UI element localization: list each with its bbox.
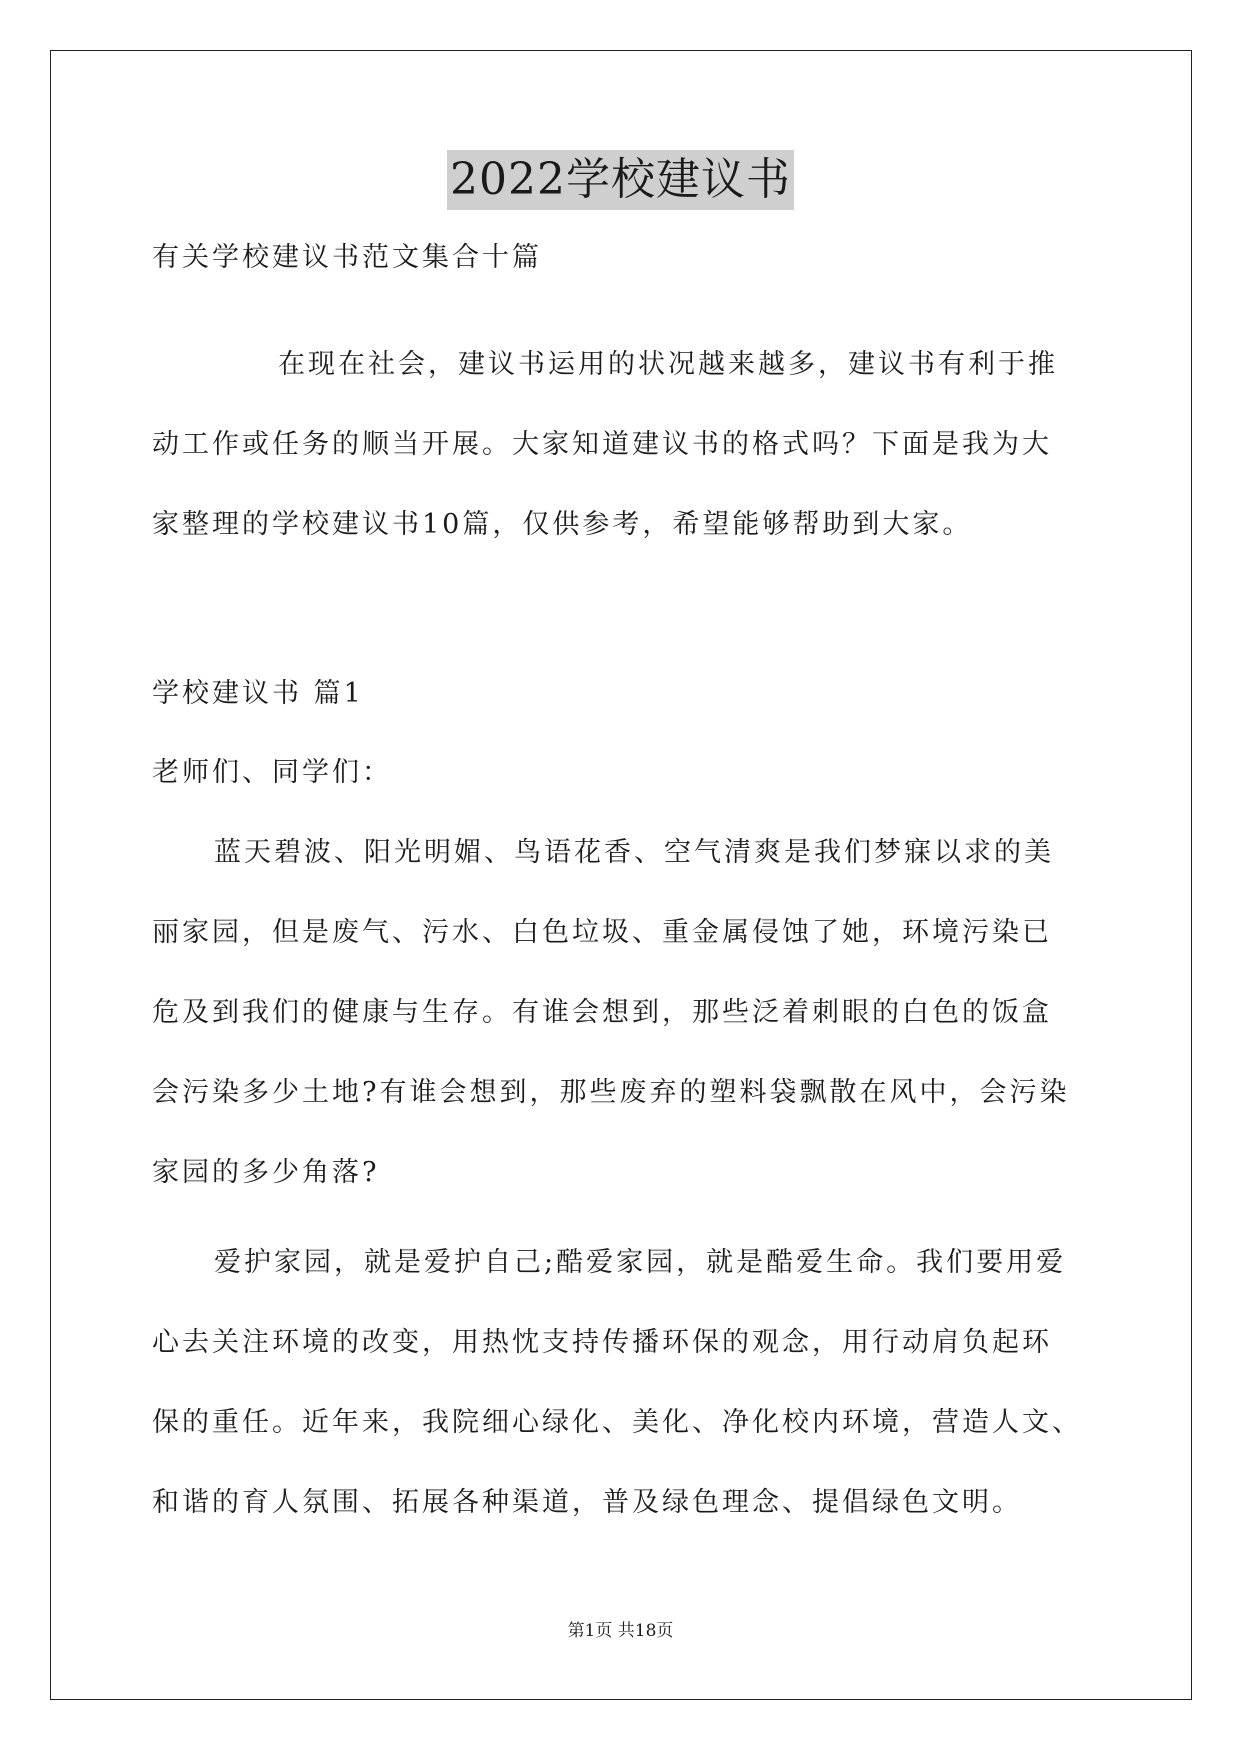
- paragraph2-line-4: 和谐的育人氛围、拓展各种渠道，普及绿色理念、提倡绿色文明。: [152, 1487, 1022, 1518]
- paragraph2-line-2: 心去关注环境的改变，用热忱支持传播环保的观念，用行动肩负起环: [152, 1327, 1052, 1358]
- paragraph1-line-5: 家园的多少角落?: [152, 1157, 380, 1188]
- intro-line-3: 家整理的学校建议书10篇，仅供参考，希望能够帮助到大家。: [152, 509, 973, 540]
- page-footer: 第1页 共18页: [567, 1621, 674, 1641]
- paragraph1-line-4: 会污染多少土地?有谁会想到，那些废弃的塑料袋飘散在风中，会污染: [152, 1077, 1070, 1108]
- document-subtitle: 有关学校建议书范文集合十篇: [152, 242, 542, 273]
- paragraph1-line-1: 蓝天碧波、阳光明媚、鸟语花香、空气清爽是我们梦寐以求的美: [214, 837, 1054, 868]
- intro-line-2: 动工作或任务的顺当开展。大家知道建议书的格式吗？下面是我为大: [152, 429, 1052, 460]
- paragraph1-line-2: 丽家园，但是废气、污水、白色垃圾、重金属侵蚀了她，环境污染已: [152, 917, 1052, 948]
- section-heading: 学校建议书 篇1: [152, 678, 364, 709]
- intro-line-1: 在现在社会，建议书运用的状况越来越多，建议书有利于推: [278, 349, 1058, 380]
- paragraph2-line-3: 保的重任。近年来，我院细心绿化、美化、净化校内环境，营造人文、: [152, 1407, 1082, 1438]
- page-border: [50, 50, 1192, 1700]
- document-title-text: 2022学校建议书: [447, 150, 794, 210]
- document-title: [0, 150, 1241, 210]
- paragraph1-line-3: 危及到我们的健康与生存。有谁会想到，那些泛着刺眼的白色的饭盒: [152, 997, 1052, 1028]
- paragraph2-line-1: 爱护家园，就是爱护自己;酷爱家园，就是酷爱生命。我们要用爱: [214, 1247, 1067, 1278]
- salutation: 老师们、同学们：: [152, 757, 392, 788]
